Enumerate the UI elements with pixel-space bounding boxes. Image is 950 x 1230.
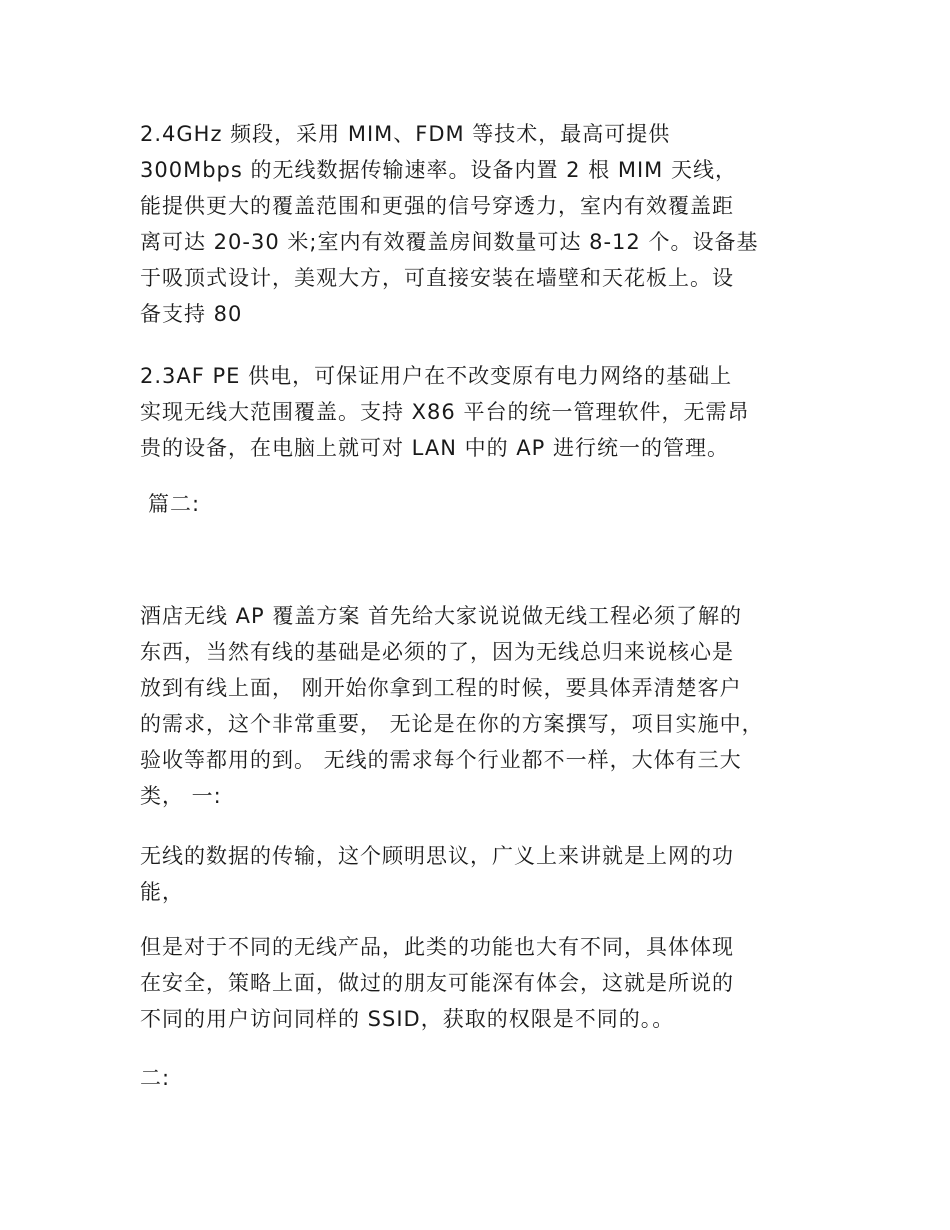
text-line: 在安全，策略上面，做过的朋友可能深有体会，这就是所说的 xyxy=(140,971,734,995)
text-line: 放到有线上面， 刚开始你拿到工程的时候，要具体弄清楚客户 xyxy=(140,676,742,700)
text-line: 备支持 80 xyxy=(140,302,243,326)
text-line: 但是对于不同的无线产品，此类的功能也大有不同，具体体现 xyxy=(140,935,734,959)
text-line: 能提供更大的覆盖范围和更强的信号穿透力，室内有效覆盖距 xyxy=(140,194,734,218)
paragraph-device-specs xyxy=(140,116,840,332)
text-line: 2.3AF PE 供电，可保证用户在不改变原有电力网络的基础上 xyxy=(140,364,733,388)
text-line: 离可达 20-30 米;室内有效覆盖房间数量可达 8-12 个。设备基 xyxy=(140,230,759,254)
text-line: 300Mbps 的无线数据传输速率。设备内置 2 根 MIM 天线， xyxy=(140,158,737,182)
section-heading: 篇二: xyxy=(148,492,201,516)
paragraph-data-transmission xyxy=(140,838,840,910)
text-line: 无线的数据的传输，这个顾明思议，广义上来讲就是上网的功 xyxy=(140,844,734,868)
text-line: 的需求，这个非常重要， 无论是在你的方案撰写，项目实施中， xyxy=(140,712,764,736)
section-heading: 二: xyxy=(140,1066,171,1090)
text-line: 类， 一: xyxy=(140,784,222,808)
section-heading-part-two xyxy=(148,486,848,522)
text-line: 不同的用户访问同样的 SSID，获取的权限是不同的。。 xyxy=(140,1007,675,1031)
text-line: 实现无线大范围覆盖。支持 X86 平台的统一管理软件，无需昂 xyxy=(140,400,750,424)
paragraph-hotel-ap-intro xyxy=(140,598,840,814)
text-line: 2.4GHz 频段，采用 MIM、FDM 等技术，最高可提供 xyxy=(140,122,671,146)
text-line: 东西，当然有线的基础是必须的了，因为无线总归来说核心是 xyxy=(140,640,734,664)
paragraph-poe-management xyxy=(140,358,840,466)
text-line: 能， xyxy=(140,880,184,904)
text-line: 于吸顶式设计，美观大方，可直接安装在墙壁和天花板上。设 xyxy=(140,266,734,290)
text-line: 酒店无线 AP 覆盖方案 首先给大家说说做无线工程必须了解的 xyxy=(140,604,743,628)
paragraph-security-policy xyxy=(140,929,840,1037)
section-heading-two xyxy=(140,1060,840,1096)
text-line: 验收等都用的到。 无线的需求每个行业都不一样，大体有三大 xyxy=(140,748,742,772)
text-line: 贵的设备，在电脑上就可对 LAN 中的 AP 进行统一的管理。 xyxy=(140,436,729,460)
